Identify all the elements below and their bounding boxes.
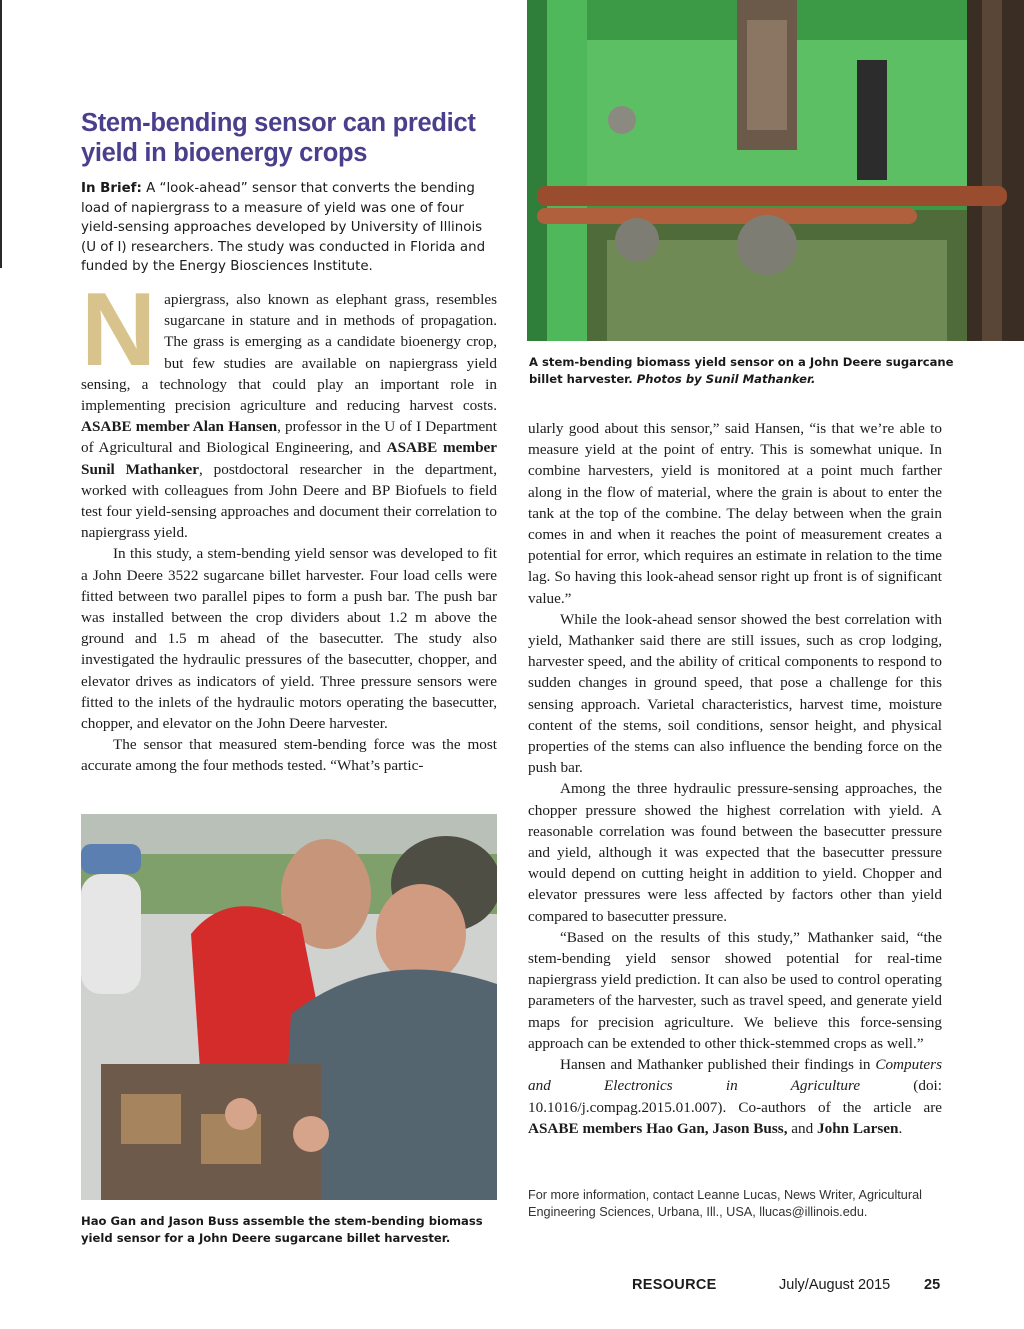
researchers-photo-caption: Hao Gan and Jason Buss assemble the stem-bending biomass yield sensor for a John Deere sugarcane billet harvester. [81, 1214, 483, 1245]
harvester-photo [527, 0, 1024, 341]
issue-date: July/August 2015 [779, 1277, 891, 1293]
in-brief-label: In Brief: [81, 181, 142, 196]
article-column-left [81, 272, 497, 777]
drop-cap: N [81, 272, 157, 388]
article-headline: Stem-bending sensor can predict yield in bioenergy crops [81, 109, 476, 167]
paragraph-1-text: apiergrass, also known as elephant grass, resembles sugarcane in stature and in methods of propagation. The grass is emerging as a candidate bioenergy crop, but few studies are available on napiergrass yield sensing, a technology that could play an important role in implementing precision agriculture and reducing harvest costs. [81, 291, 497, 415]
paragraph-1-text-3: , postdoctoral researcher in the department, worked with colleagues from John Deere and BP Biofuels to field test four yield-sensing approaches and document their correlation to napiergrass yield. [81, 460, 497, 542]
article-paragraph-5: Among the three hydraulic pressure-sensing approaches, the chopper pressure showed the highest correlation with yield. A reasonable correlation was found between the basecutter pressure and yield, although it was expected that the basecutter pressure would depend on cutting height in addition to yield. Chopper and elevator pressures were less affected by factors other than yield compared to basecutter pressure. [528, 780, 942, 925]
author-mathanker: ASABE member Sunil Mathanker [81, 439, 497, 478]
paragraph-7-text-2: (doi: 10.1016/j.compag.2015.01.007). Co-authors of the article are [528, 1077, 942, 1116]
article-column-right [528, 418, 942, 1139]
paragraph-7-and: and [787, 1119, 818, 1137]
in-brief-summary [81, 179, 501, 277]
article-paragraph-6: “Based on the results of this study,” Mathanker said, “the stem-bending yield sensor showed potential for real-time napiergrass yield prediction. It can also be used to control operating parameters of the harvester, such as travel speed, and generate yield maps for precision agriculture. We believe this force-sensing approach can be extended to other thick-stemmed crops as well.” [528, 928, 942, 1052]
photo-credit: Photos by Sunil Mathanker. [636, 372, 816, 386]
in-brief-text: A “look-ahead” sensor that converts the bending load of napiergrass to a measure of yield was one of four yield-sensing approaches developed by University of Illinois (U of I) researchers. The study was conducted in Florida and funded by the Energy Biosciences Institute. [81, 181, 486, 274]
article-paragraph-2: In this study, a stem-bending yield sensor was developed to fit a John Deere 3522 sugarcane billet harvester. Four load cells were fitted between two parallel pipes to form a push bar. The push bar was installed between the crop dividers about 1.2 m above the ground and 1.5 m ahead of the basecutter. The study also investigated the hydraulic pressures of the basecutter, chopper, and elevator drives as indicators of yield. Three pressure sensors were fitted to the inlets of the hydraulic motors operating the basecutter, chopper, and elevator on the John Deere harvester. [81, 545, 497, 733]
paragraph-7-text: Hansen and Mathanker published their findings in [560, 1056, 876, 1074]
page-edge-rule [0, 0, 2, 268]
article-paragraph-3-continued: ularly good about this sensor,” said Hansen, “is that we’re able to measure yield at the point of entry. This is somewhat unique. In combine harvesters, yield is monitored at a point much farther along in the flow of material, where the grain is about to enter the tank at the top of the combine. The delay between when the grain comes in and when it reaches the point of measurement creates a potential for error, which requires an estimate in relation to the time lag. So having this look-ahead sensor right up front is of significant value.” [528, 420, 942, 607]
harvester-caption-text: A stem-bending biomass yield sensor on a John Deere sugarcane billet harvester. [529, 355, 954, 386]
paragraph-7-end: . [898, 1119, 903, 1137]
magazine-name: RESOURCE [632, 1277, 717, 1293]
coauthors: ASABE members Hao Gan, Jason Buss, [528, 1119, 788, 1137]
journal-name: Computers and Electronics in Agriculture [528, 1056, 942, 1095]
author-hansen: ASABE member Alan Hansen [81, 418, 278, 436]
article-paragraph-4: While the look-ahead sensor showed the best correlation with yield, Mathanker said there are still issues, such as crop lodging, harvester speed, and the ability of critical components to respond to sudden changes in ground speed, that pose a challenge for this sensing approach. Varietal characteristics, harvest time, moisture content of the stems, soil conditions, sensor height, and physical properties of the stems can also influence the bending force on the push bar. [528, 610, 942, 777]
contact-info: For more information, contact Leanne Lucas, News Writer, Agricultural Engineering Sciences, Urbana, Ill., USA, llucas@illinois.edu. [528, 1188, 922, 1219]
paragraph-1-text-2: , professor in the U of I Department of Agricultural and Biological Engineering, and [81, 418, 497, 457]
article-paragraph-3: The sensor that measured stem-bending force was the most accurate among the four methods tested. “What’s partic- [81, 736, 497, 775]
article-paragraph-7 [528, 1054, 942, 1139]
page-number: 25 [924, 1277, 941, 1293]
harvester-photo-caption [529, 354, 959, 388]
researchers-photo [81, 814, 497, 1200]
article-paragraph-1 [81, 272, 497, 543]
coauthor-larsen: John Larsen [817, 1119, 899, 1137]
